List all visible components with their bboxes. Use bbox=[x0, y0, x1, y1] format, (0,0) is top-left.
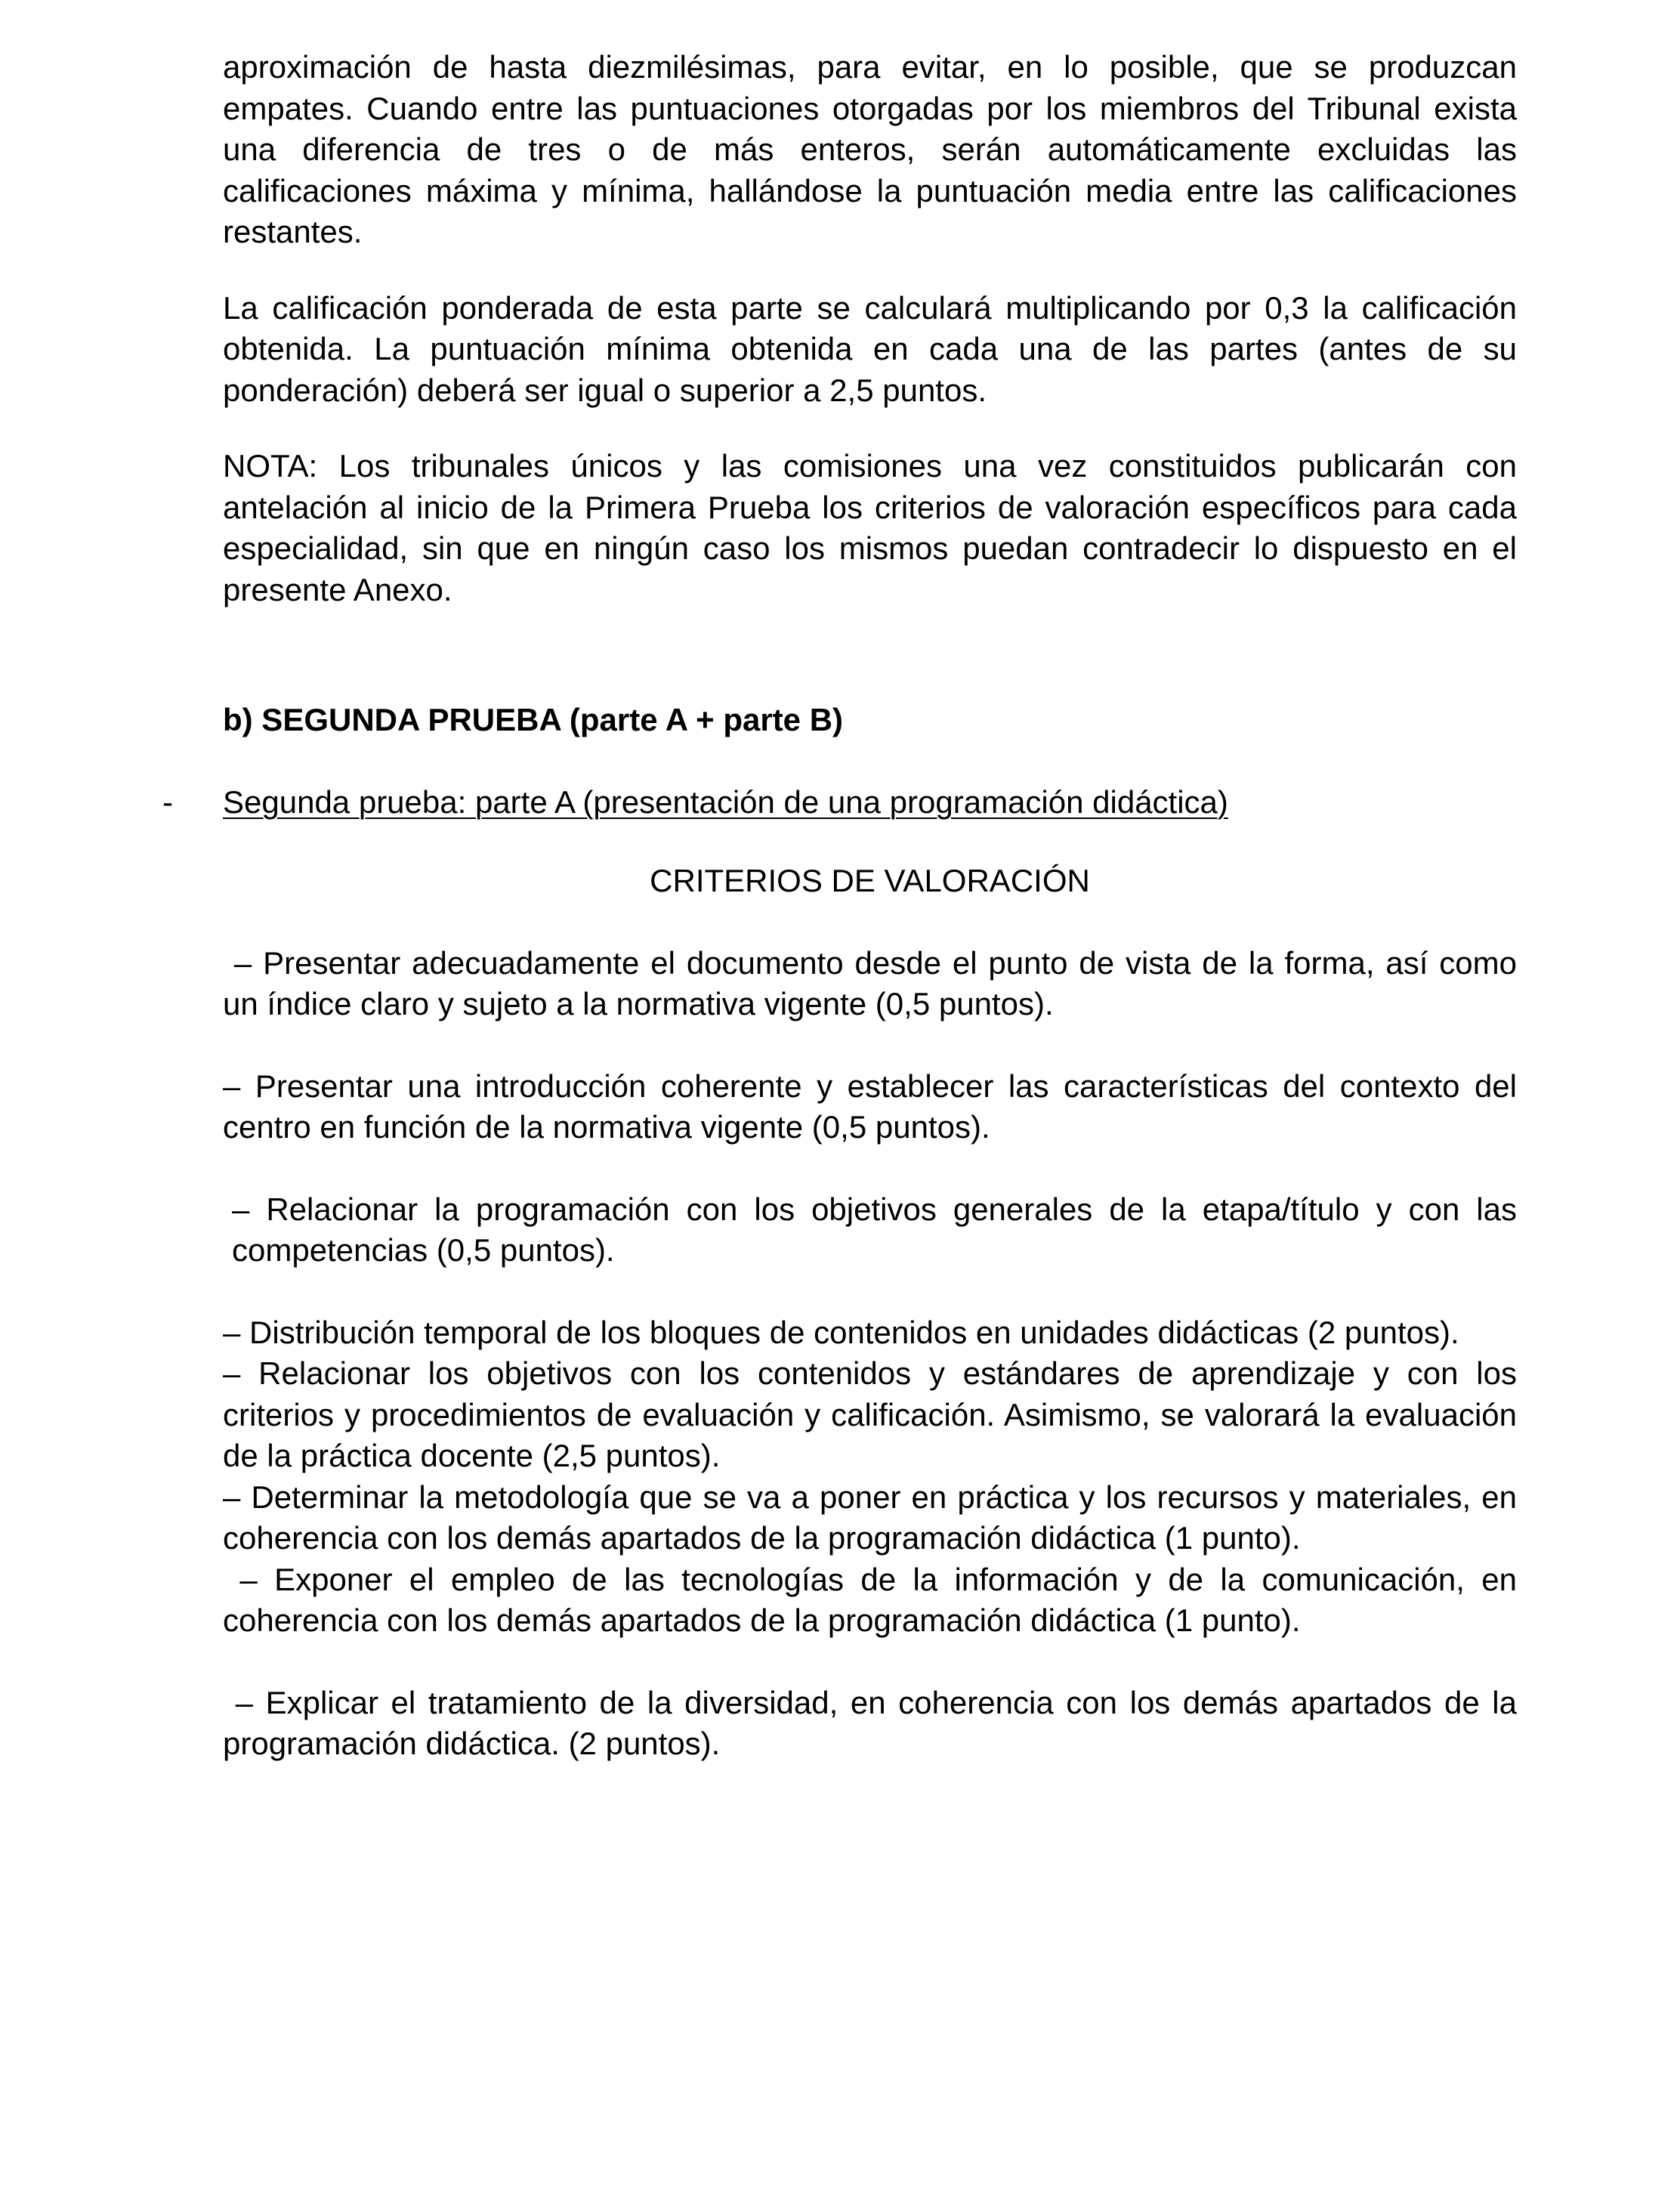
criteria-title: CRITERIOS DE VALORACIÓN bbox=[650, 863, 1090, 898]
section-heading-segunda-prueba: b) SEGUNDA PRUEBA (parte A + parte B) bbox=[223, 702, 844, 737]
criterion-presentation: – Presentar adecuadamente el documento desde el punto de vista de la forma, así como un índice claro y sujeto a la normativa vigente (0,5 puntos). bbox=[223, 944, 1526, 1021]
criterion-ict: – Exponer el empleo de las tecnologías de la información y de la comunicación, en coherencia con los demás apartados de la programación didáctica (1 punto). bbox=[223, 1561, 1526, 1638]
part-a-title: Segunda prueba: parte A (presentación de una programación didáctica) bbox=[223, 783, 1228, 820]
criterion-distribution: – Distribución temporal de los bloques de contenidos en unidades didácticas (2 puntos). bbox=[223, 1314, 1459, 1350]
criterion-relations: – Relacionar los objetivos con los contenidos y estándares de aprendizaje y con los criterios y procedimientos de evaluación y calificación. Asimismo, se valorará la evaluación de la práctica docente (2,5 puntos). bbox=[223, 1355, 1517, 1473]
criterion-diversity: – Explicar el tratamiento de la diversidad, en coherencia con los demás apartados de la programación didáctica. (2 puntos). bbox=[223, 1684, 1526, 1761]
document-page bbox=[162, 47, 1526, 1765]
paragraph-note: NOTA: Los tribunales únicos y las comisiones una vez constituidos publicarán con antelación al inicio de la Primera Prueba los criterios de valoración específicos para cada especialidad, sin que en ningún caso los mismos puedan contradecir lo dispuesto en el presente Anexo. bbox=[223, 448, 1517, 607]
criterion-introduction: – Presentar una introducción coherente y establecer las características del contexto del centro en función de la normativa vigente (0,5 puntos). bbox=[223, 1068, 1517, 1145]
criterion-objectives bbox=[223, 1189, 1517, 1272]
list-dash: - bbox=[162, 783, 173, 820]
criterion-objectives-text: – Relacionar la programación con los objetivos generales de la etapa/título y con las competencias (0,5 puntos). bbox=[232, 1191, 1517, 1268]
part-a-item bbox=[162, 782, 1517, 824]
criterion-methodology: – Determinar la metodología que se va a poner en práctica y los recursos y materiales, en coherencia con los demás apartados de la programación didáctica (1 punto). bbox=[223, 1479, 1517, 1556]
paragraph-weighted-score: La calificación ponderada de esta parte se calculará multiplicando por 0,3 la calificación obtenida. La puntuación mínima obtenida en cada una de las partes (antes de su ponderación) deberá ser igual o superior a 2,5 puntos. bbox=[223, 289, 1517, 408]
paragraph-tie-breaking: aproximación de hasta diezmilésimas, para evitar, en lo posible, que se produzcan empates. Cuando entre las puntuaciones otorgadas por los miembros del Tribunal exista una diferencia de tres o de más enteros, serán automáticamente excluidas las calificaciones máxima y mínima, hallándose la puntuación media entre las calificaciones restantes. bbox=[223, 49, 1517, 249]
